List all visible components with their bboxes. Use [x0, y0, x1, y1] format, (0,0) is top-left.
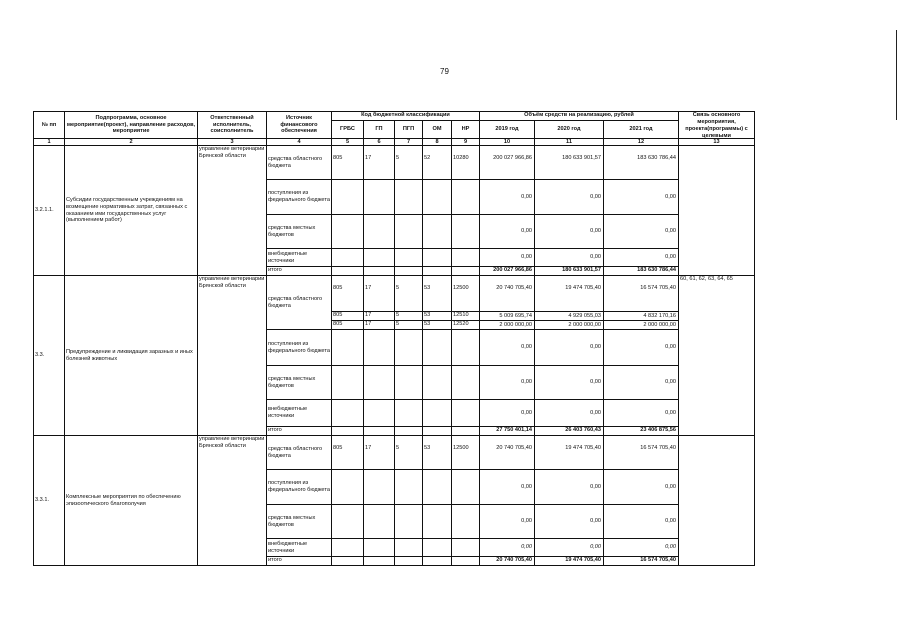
code-om [422, 329, 452, 366]
code-grbs: 805 [331, 275, 364, 312]
funding-source: средства местных бюджетов [266, 214, 332, 249]
code-gp: 17 [363, 320, 395, 330]
header-pgp: ПГП [394, 120, 423, 139]
code-gp: 17 [363, 435, 395, 470]
amount-y2019: 0,00 [479, 214, 535, 249]
section-name: Предупреждение и ликвидация заразных и иных болезней животных [64, 275, 198, 436]
header-column-number: 5 [331, 138, 364, 146]
code-pgp: 5 [394, 320, 423, 330]
amount-y2020: 0,00 [534, 399, 604, 427]
funding-source: поступления из федерального бюджета [266, 469, 332, 505]
code-pgp: 5 [394, 311, 423, 321]
amount-y2020: 26 403 760,43 [534, 426, 604, 436]
code-nr [451, 329, 480, 366]
amount-y2019: 27 750 401,14 [479, 426, 535, 436]
header-volume: Объём средств на реализацию, рублей [479, 111, 679, 121]
amount-y2019: 0,00 [479, 179, 535, 215]
amount-y2019: 5 009 695,74 [479, 311, 535, 321]
amount-y2020: 0,00 [534, 214, 604, 249]
code-grbs [331, 365, 364, 400]
amount-y2019: 0,00 [479, 504, 535, 539]
code-grbs: 805 [331, 311, 364, 321]
code-om [422, 214, 452, 249]
code-gp [363, 504, 395, 539]
header-column-number: 1 [33, 138, 65, 146]
amount-y2021: 0,00 [603, 399, 679, 427]
amount-y2020: 0,00 [534, 504, 604, 539]
code-grbs: 805 [331, 435, 364, 470]
code-grbs [331, 329, 364, 366]
code-om [422, 399, 452, 427]
code-nr [451, 504, 480, 539]
section-number: 3.3. [33, 275, 65, 436]
funding-source: итого [266, 426, 332, 436]
amount-y2021: 183 630 786,44 [603, 266, 679, 276]
code-grbs [331, 504, 364, 539]
code-pgp [394, 469, 423, 505]
amount-y2021: 183 630 786,44 [603, 145, 679, 180]
code-gp [363, 179, 395, 215]
code-nr [451, 248, 480, 267]
code-gp [363, 214, 395, 249]
amount-y2020: 0,00 [534, 248, 604, 267]
amount-y2020: 4 929 055,03 [534, 311, 604, 321]
header-column-number: 12 [603, 138, 679, 146]
amount-y2021: 16 574 705,40 [603, 435, 679, 470]
code-grbs [331, 179, 364, 215]
code-gp: 17 [363, 311, 395, 321]
header-column-number: 9 [451, 138, 480, 146]
amount-y2021: 0,00 [603, 214, 679, 249]
code-pgp [394, 538, 423, 557]
code-gp: 17 [363, 145, 395, 180]
header-nn: № пп [33, 111, 65, 139]
amount-y2020: 2 000 000,00 [534, 320, 604, 330]
amount-y2021: 16 574 705,40 [603, 556, 679, 566]
section-number: 3.2.1.1. [33, 145, 65, 276]
header-link: Связь основного мероприятия, проекта(программы) с целевыми [678, 111, 755, 139]
code-pgp [394, 214, 423, 249]
code-nr [451, 556, 480, 566]
code-nr: 10280 [451, 145, 480, 180]
amount-y2021: 4 832 170,16 [603, 311, 679, 321]
amount-y2019: 0,00 [479, 399, 535, 427]
code-nr [451, 179, 480, 215]
funding-source: средства областного бюджета [266, 275, 332, 330]
code-gp [363, 329, 395, 366]
amount-y2021: 0,00 [603, 538, 679, 557]
code-om: 53 [422, 275, 452, 312]
header-source: Источник финансового обеспечения [266, 111, 332, 139]
code-pgp [394, 399, 423, 427]
amount-y2021: 2 000 000,00 [603, 320, 679, 330]
code-grbs [331, 248, 364, 267]
header-name: Подпрограмма, основное мероприятие(проект), направление расходов, мероприятие [64, 111, 198, 139]
amount-y2019: 20 740 705,40 [479, 435, 535, 470]
code-pgp [394, 504, 423, 539]
header-column-number: 7 [394, 138, 423, 146]
funding-source: поступления из федерального бюджета [266, 329, 332, 366]
header-gp: ГП [363, 120, 395, 139]
code-gp: 17 [363, 275, 395, 312]
code-pgp: 5 [394, 435, 423, 470]
section-link: 60, 61, 62, 63, 64, 65 [678, 275, 755, 436]
amount-y2020: 180 633 901,57 [534, 145, 604, 180]
amount-y2021: 16 574 705,40 [603, 275, 679, 312]
amount-y2019: 20 740 705,40 [479, 275, 535, 312]
header-column-number: 3 [197, 138, 267, 146]
header-budget-code: Код бюджетной классификации [331, 111, 480, 121]
code-gp [363, 556, 395, 566]
header-2021: 2021 год [603, 120, 679, 139]
code-nr: 12500 [451, 435, 480, 470]
funding-source: внебюджетные источники [266, 399, 332, 427]
code-om [422, 179, 452, 215]
funding-source: внебюджетные источники [266, 538, 332, 557]
code-nr [451, 399, 480, 427]
code-pgp [394, 365, 423, 400]
amount-y2020: 0,00 [534, 179, 604, 215]
code-grbs [331, 469, 364, 505]
code-gp [363, 248, 395, 267]
section-link [678, 435, 755, 566]
code-nr: 12500 [451, 275, 480, 312]
code-nr: 12520 [451, 320, 480, 330]
funding-source: средства местных бюджетов [266, 504, 332, 539]
header-column-number: 8 [422, 138, 452, 146]
amount-y2019: 0,00 [479, 365, 535, 400]
code-gp [363, 469, 395, 505]
amount-y2021: 0,00 [603, 179, 679, 215]
code-nr [451, 214, 480, 249]
code-grbs [331, 538, 364, 557]
amount-y2020: 0,00 [534, 365, 604, 400]
amount-y2019: 0,00 [479, 329, 535, 366]
code-gp [363, 538, 395, 557]
header-column-number: 6 [363, 138, 395, 146]
header-2019: 2019 год [479, 120, 535, 139]
amount-y2019: 200 027 966,86 [479, 145, 535, 180]
code-nr [451, 469, 480, 505]
code-om: 52 [422, 145, 452, 180]
amount-y2020: 0,00 [534, 538, 604, 557]
amount-y2019: 0,00 [479, 248, 535, 267]
funding-source: итого [266, 266, 332, 276]
amount-y2021: 0,00 [603, 365, 679, 400]
section-link [678, 145, 755, 276]
code-om [422, 365, 452, 400]
code-pgp: 5 [394, 275, 423, 312]
amount-y2021: 0,00 [603, 469, 679, 505]
code-om: 53 [422, 320, 452, 330]
code-pgp: 5 [394, 145, 423, 180]
code-grbs [331, 556, 364, 566]
code-pgp [394, 556, 423, 566]
header-column-number: 4 [266, 138, 332, 146]
section-name: Субсидии государственным учреждениям на возмещение нормативных затрат, связанных с оказанием ими государственных услуг (выполнением работ) [64, 145, 198, 276]
code-nr [451, 538, 480, 557]
amount-y2020: 180 633 901,57 [534, 266, 604, 276]
code-gp [363, 365, 395, 400]
amount-y2020: 0,00 [534, 329, 604, 366]
code-pgp [394, 248, 423, 267]
budget-table [33, 111, 801, 579]
amount-y2020: 19 474 705,40 [534, 556, 604, 566]
section-executor: управление ветеринарии Брянской области [197, 435, 267, 566]
header-grbs: ГРБС [331, 120, 364, 139]
amount-y2020: 19 474 705,40 [534, 435, 604, 470]
funding-source: поступления из федерального бюджета [266, 179, 332, 215]
header-column-number: 2 [64, 138, 198, 146]
code-om [422, 538, 452, 557]
header-om: ОМ [422, 120, 452, 139]
amount-y2019: 20 740 705,40 [479, 556, 535, 566]
amount-y2019: 0,00 [479, 538, 535, 557]
code-om [422, 248, 452, 267]
code-grbs: 805 [331, 320, 364, 330]
amount-y2021: 0,00 [603, 329, 679, 366]
header-2020: 2020 год [534, 120, 604, 139]
code-om: 53 [422, 435, 452, 470]
code-om [422, 504, 452, 539]
code-gp [363, 399, 395, 427]
amount-y2021: 23 406 875,56 [603, 426, 679, 436]
section-executor: управление ветеринарии Брянской области [197, 275, 267, 436]
section-executor: управление ветеринарии Брянской области [197, 145, 267, 276]
funding-source: итого [266, 556, 332, 566]
section-number: 3.3.1. [33, 435, 65, 566]
funding-source: средства местных бюджетов [266, 365, 332, 400]
code-om: 53 [422, 311, 452, 321]
funding-source: средства областного бюджета [266, 435, 332, 470]
code-nr [451, 365, 480, 400]
header-column-number: 11 [534, 138, 604, 146]
code-grbs [331, 399, 364, 427]
code-om [422, 469, 452, 505]
margin-line [896, 30, 897, 120]
amount-y2019: 2 000 000,00 [479, 320, 535, 330]
amount-y2019: 0,00 [479, 469, 535, 505]
code-om [422, 556, 452, 566]
code-pgp [394, 179, 423, 215]
amount-y2020: 0,00 [534, 469, 604, 505]
code-pgp [394, 329, 423, 366]
amount-y2021: 0,00 [603, 504, 679, 539]
code-grbs: 805 [331, 145, 364, 180]
funding-source: внебюджетные источники [266, 248, 332, 267]
header-column-number: 10 [479, 138, 535, 146]
header-nr: НР [451, 120, 480, 139]
funding-source: средства областного бюджета [266, 145, 332, 180]
header-column-number: 13 [678, 138, 755, 146]
page-number: 79 [440, 67, 449, 76]
code-grbs [331, 214, 364, 249]
amount-y2021: 0,00 [603, 248, 679, 267]
code-nr: 12510 [451, 311, 480, 321]
header-executor: Ответственный исполнитель, соисполнитель [197, 111, 267, 139]
amount-y2020: 19 474 705,40 [534, 275, 604, 312]
amount-y2019: 200 027 966,86 [479, 266, 535, 276]
section-name: Комплексные мероприятия по обеспечению эпизоотического благополучия [64, 435, 198, 566]
